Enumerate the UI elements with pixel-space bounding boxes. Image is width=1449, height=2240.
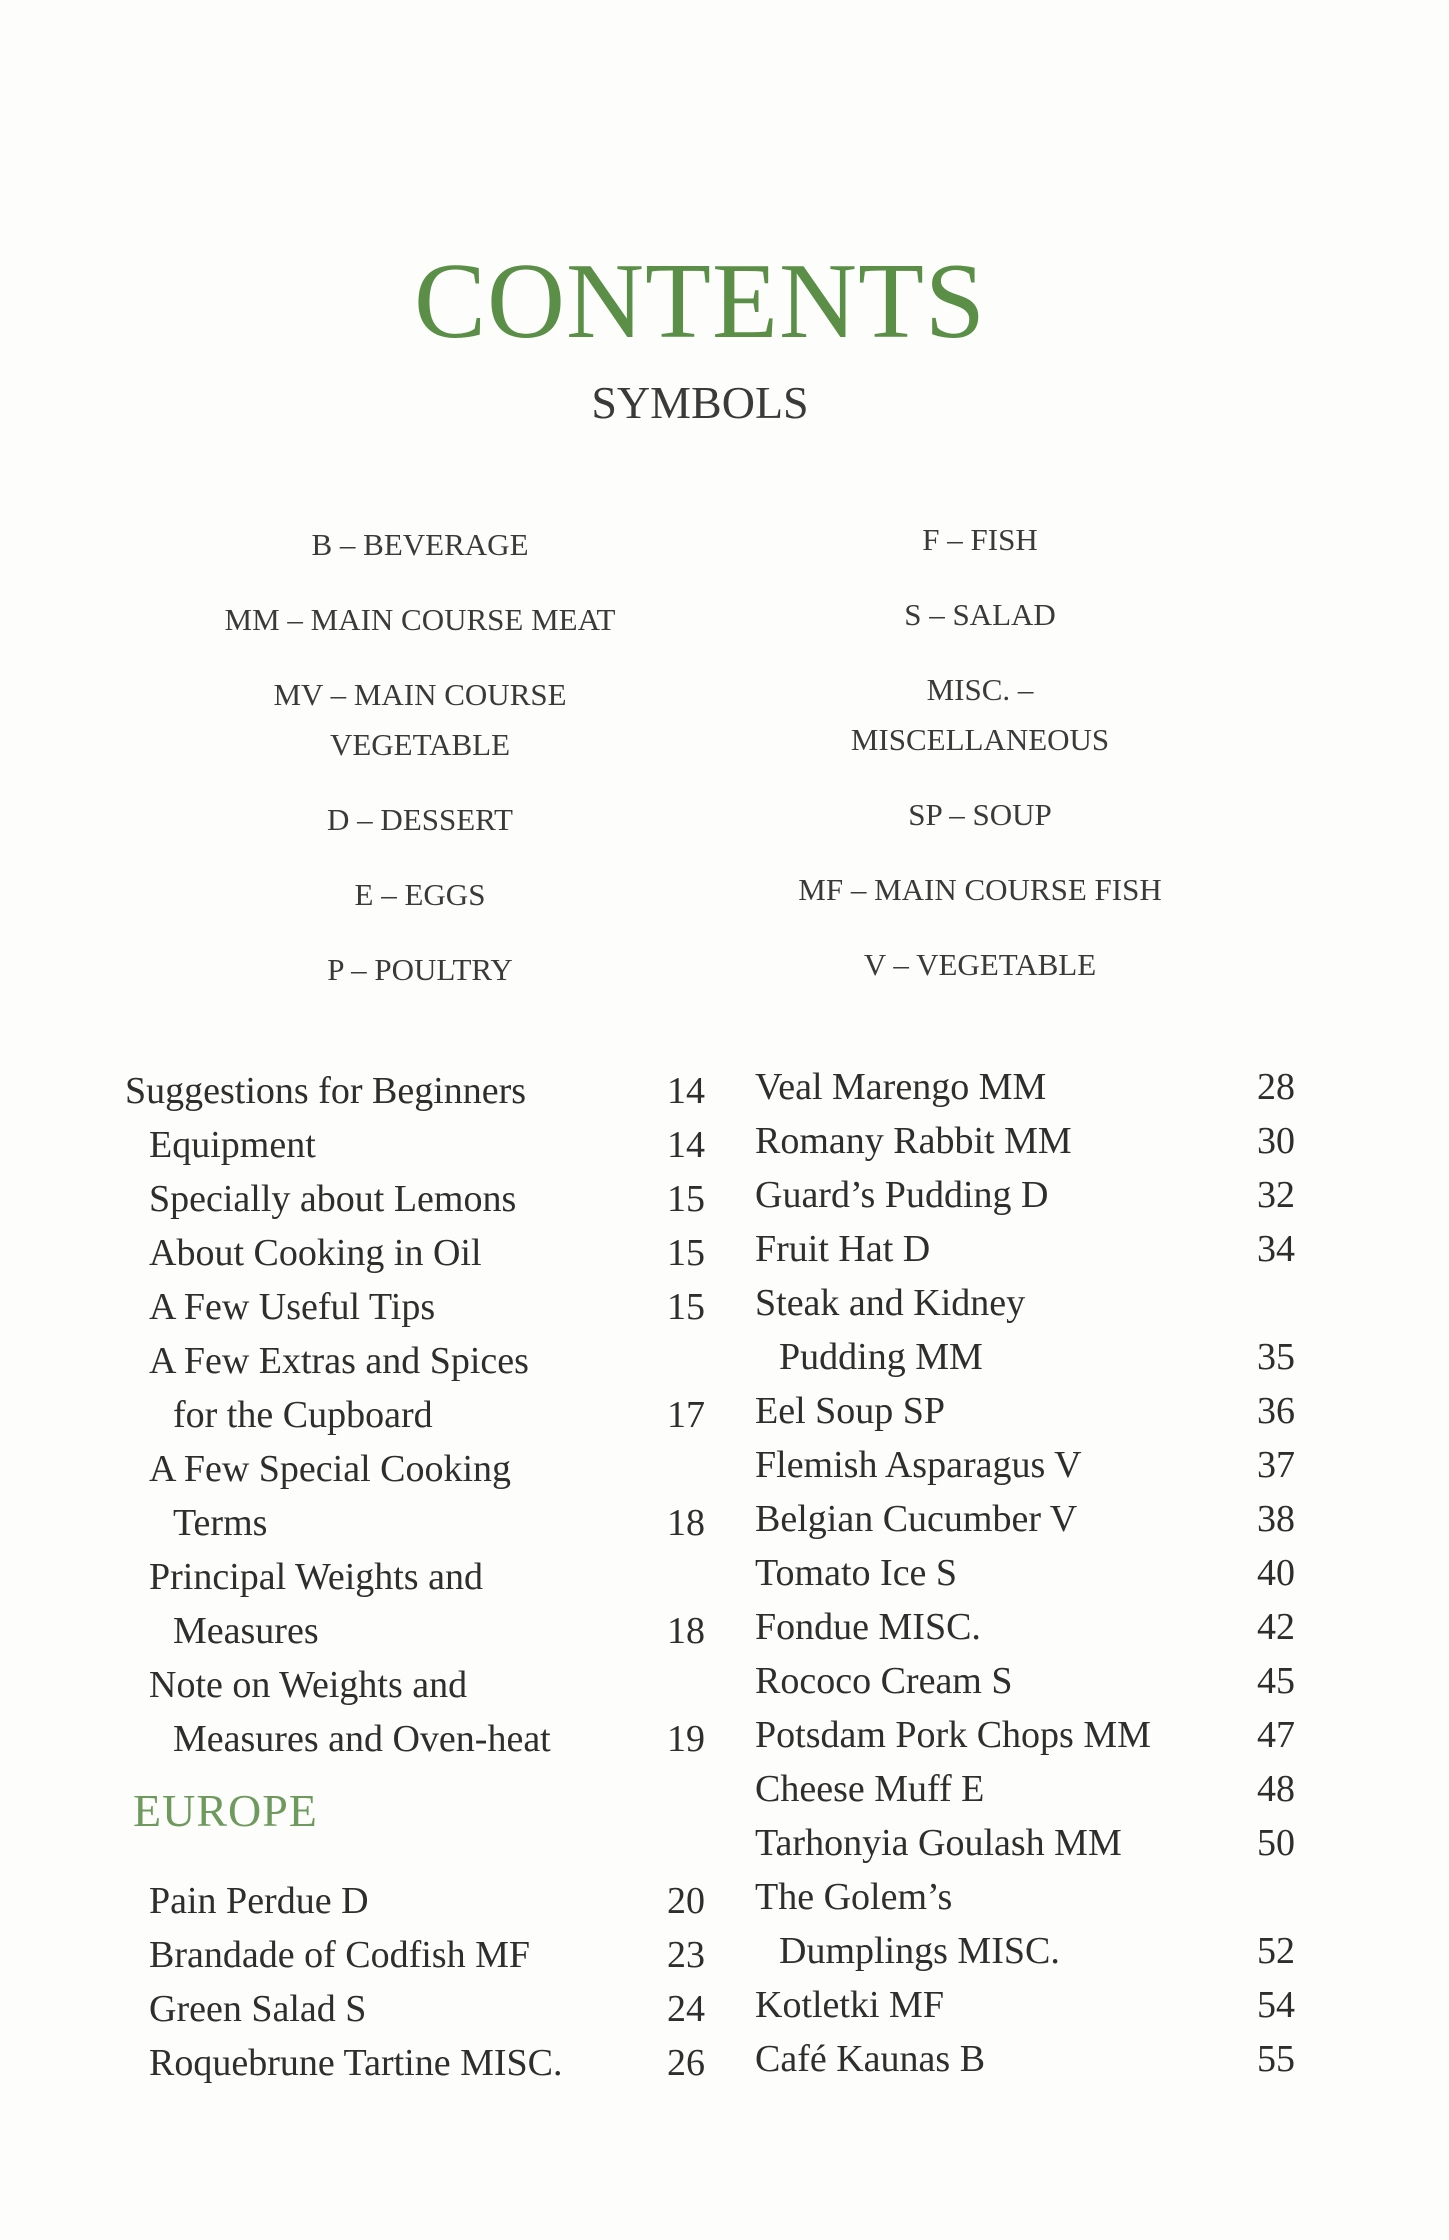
symbol-vegetable: V – VEGETABLE (863, 947, 1097, 982)
toc-entry-page: 52 (1257, 1930, 1295, 1972)
toc-entry-title: Belgian Cucumber V (755, 1498, 1078, 1540)
toc-entry-title: Kotletki MF (755, 1984, 944, 2026)
symbol-fish: F – FISH (922, 522, 1038, 557)
toc-right-column (755, 1060, 1295, 2086)
symbol-eggs: E – EGGS (354, 877, 486, 912)
toc-entry-page: 18 (667, 1502, 705, 1544)
toc-entry-title: Tarhonyia Goulash MM (755, 1822, 1122, 1864)
toc-entry-page: 48 (1257, 1768, 1295, 1810)
toc-entry-title: Fondue MISC. (755, 1606, 981, 1648)
toc-left-column (125, 1064, 705, 2090)
toc-entry-page: 15 (667, 1286, 705, 1328)
symbol-main-course-vegetable (130, 670, 710, 795)
toc-entry-title: Terms (173, 1502, 268, 1544)
toc-entry-title: The Golem’s (755, 1876, 953, 1918)
toc-entry (755, 1654, 1295, 1708)
toc-entry (755, 1816, 1295, 1870)
toc-entry-page: 14 (667, 1124, 705, 1166)
toc-entry (755, 1060, 1295, 1114)
symbols-right-column (680, 515, 1280, 1015)
toc-entry-title: Veal Marengo MM (755, 1066, 1047, 1108)
toc-entry (125, 1226, 705, 1280)
toc-entry (125, 1712, 705, 1766)
toc-entry-title: A Few Useful Tips (149, 1286, 436, 1328)
toc-entry-title: Measures and Oven-heat (173, 1718, 551, 1760)
symbol-salad: S – SALAD (904, 597, 1056, 632)
toc-entry (755, 1708, 1295, 1762)
symbol-main-course-vegetable-line1: MV – MAIN COURSE (273, 677, 567, 712)
toc-entry (125, 1928, 705, 1982)
toc-entry-title: Green Salad S (149, 1988, 367, 2030)
toc-entry-title: Rococo Cream S (755, 1660, 1013, 1702)
toc-entry (125, 1442, 705, 1496)
toc-entry-page: 36 (1257, 1390, 1295, 1432)
toc-entry-page: 28 (1257, 1066, 1295, 1108)
toc-entry-page: 38 (1257, 1498, 1295, 1540)
toc-entry (125, 1280, 705, 1334)
toc-entry-page: 15 (667, 1232, 705, 1274)
symbol-main-course-vegetable-line2: VEGETABLE (329, 727, 511, 762)
toc-entry (755, 1276, 1295, 1330)
toc-entry-page: 19 (667, 1718, 705, 1760)
toc-entry-title: Potsdam Pork Chops MM (755, 1714, 1151, 1756)
toc-entry (755, 1222, 1295, 1276)
toc-entry-page: 40 (1257, 1552, 1295, 1594)
toc-entry-title: Romany Rabbit MM (755, 1120, 1072, 1162)
page-title: CONTENTS (414, 242, 986, 361)
toc-entry (125, 1334, 705, 1388)
symbol-beverage: B – BEVERAGE (311, 527, 529, 562)
toc-entry-title: A Few Special Cooking (149, 1448, 512, 1490)
toc-entry (755, 1114, 1295, 1168)
toc-entry-page: 14 (667, 1070, 705, 1112)
toc-entry-title: Steak and Kidney (755, 1282, 1026, 1324)
toc-entry-title: Suggestions for Beginners (125, 1070, 527, 1112)
toc-entry (125, 1982, 705, 2036)
section-heading-europe-text: EUROPE (133, 1785, 318, 1836)
symbol-dessert: D – DESSERT (327, 802, 513, 837)
toc-entry (125, 1172, 705, 1226)
symbols-heading: SYMBOLS (591, 377, 809, 428)
symbol-soup: SP – SOUP (908, 797, 1052, 832)
toc-entry-title: A Few Extras and Spices (149, 1340, 529, 1382)
toc-entry-title: Roquebrune Tartine MISC. (149, 2042, 563, 2084)
symbol-miscellaneous-line1: MISC. – (926, 672, 1034, 707)
toc-entry-title: Eel Soup SP (755, 1390, 946, 1432)
toc-entry-page: 54 (1257, 1984, 1295, 2026)
toc-entry-title: Cheese Muff E (755, 1768, 985, 1810)
toc-entry (125, 1064, 705, 1118)
toc-entry-page: 47 (1257, 1714, 1295, 1756)
toc-entry-page: 23 (667, 1934, 705, 1976)
toc-entry (125, 1658, 705, 1712)
symbols-left-column (130, 520, 710, 1020)
toc-entry-page: 55 (1257, 2038, 1295, 2080)
symbol-main-course-fish: MF – MAIN COURSE FISH (798, 872, 1162, 907)
toc-entry (755, 1546, 1295, 1600)
toc-entry-title: Principal Weights and (149, 1556, 483, 1598)
toc-entry (125, 1550, 705, 1604)
section-heading-europe (125, 1766, 705, 1874)
toc-entry-title: Fruit Hat D (755, 1228, 931, 1270)
toc-entry-page: 26 (667, 2042, 705, 2084)
toc-entry (755, 1978, 1295, 2032)
toc-entry (755, 1492, 1295, 1546)
toc-entry-title: Equipment (149, 1124, 316, 1166)
symbol-main-course-meat: MM – MAIN COURSE MEAT (224, 602, 616, 637)
toc-entry-title: Tomato Ice S (755, 1552, 958, 1594)
symbol-poultry: P – POULTRY (327, 952, 513, 987)
toc-entry (755, 1762, 1295, 1816)
toc-entry (755, 1384, 1295, 1438)
toc-entry (755, 1600, 1295, 1654)
toc-entry-page: 50 (1257, 1822, 1295, 1864)
toc-entry-page: 45 (1257, 1660, 1295, 1702)
toc-entry-page: 32 (1257, 1174, 1295, 1216)
toc-entry (125, 1874, 705, 1928)
toc-entry-page: 20 (667, 1880, 705, 1922)
toc-entry-title: Brandade of Codfish MF (149, 1934, 531, 1976)
toc-entry-title: Flemish Asparagus V (755, 1444, 1082, 1486)
toc-entry (755, 1438, 1295, 1492)
toc-entry (125, 1604, 705, 1658)
toc-entry-page: 42 (1257, 1606, 1295, 1648)
toc-entry-page: 24 (667, 1988, 705, 2030)
toc-entry (755, 2032, 1295, 2086)
toc-entry-page: 37 (1257, 1444, 1295, 1486)
toc-entry (755, 1870, 1295, 1924)
toc-entry-page: 17 (667, 1394, 705, 1436)
toc-entry-title: Pain Perdue D (149, 1880, 369, 1922)
toc-entry-title: Guard’s Pudding D (755, 1174, 1049, 1216)
toc-entry-page: 18 (667, 1610, 705, 1652)
toc-entry (125, 1388, 705, 1442)
toc-entry (125, 2036, 705, 2090)
toc-entry-title: About Cooking in Oil (149, 1232, 482, 1274)
toc-entry (755, 1168, 1295, 1222)
toc-entry-title: Specially about Lemons (149, 1178, 517, 1220)
toc-entry (125, 1118, 705, 1172)
toc-entry-page: 35 (1257, 1336, 1295, 1378)
toc-entry (125, 1496, 705, 1550)
toc-entry (755, 1924, 1295, 1978)
symbol-miscellaneous-line2: MISCELLANEOUS (850, 722, 1110, 757)
toc-entry-page: 30 (1257, 1120, 1295, 1162)
toc-entry-title: Dumplings MISC. (779, 1930, 1060, 1972)
toc-entry (755, 1330, 1295, 1384)
symbol-miscellaneous (680, 665, 1280, 790)
toc-entry-title: Measures (173, 1610, 319, 1652)
toc-entry-page: 34 (1257, 1228, 1295, 1270)
toc-entry-title: Café Kaunas B (755, 2038, 986, 2080)
toc-entry-page: 15 (667, 1178, 705, 1220)
toc-entry-title: Pudding MM (779, 1336, 983, 1378)
toc-entry-title: for the Cupboard (173, 1394, 433, 1436)
toc-entry-title: Note on Weights and (149, 1664, 468, 1706)
